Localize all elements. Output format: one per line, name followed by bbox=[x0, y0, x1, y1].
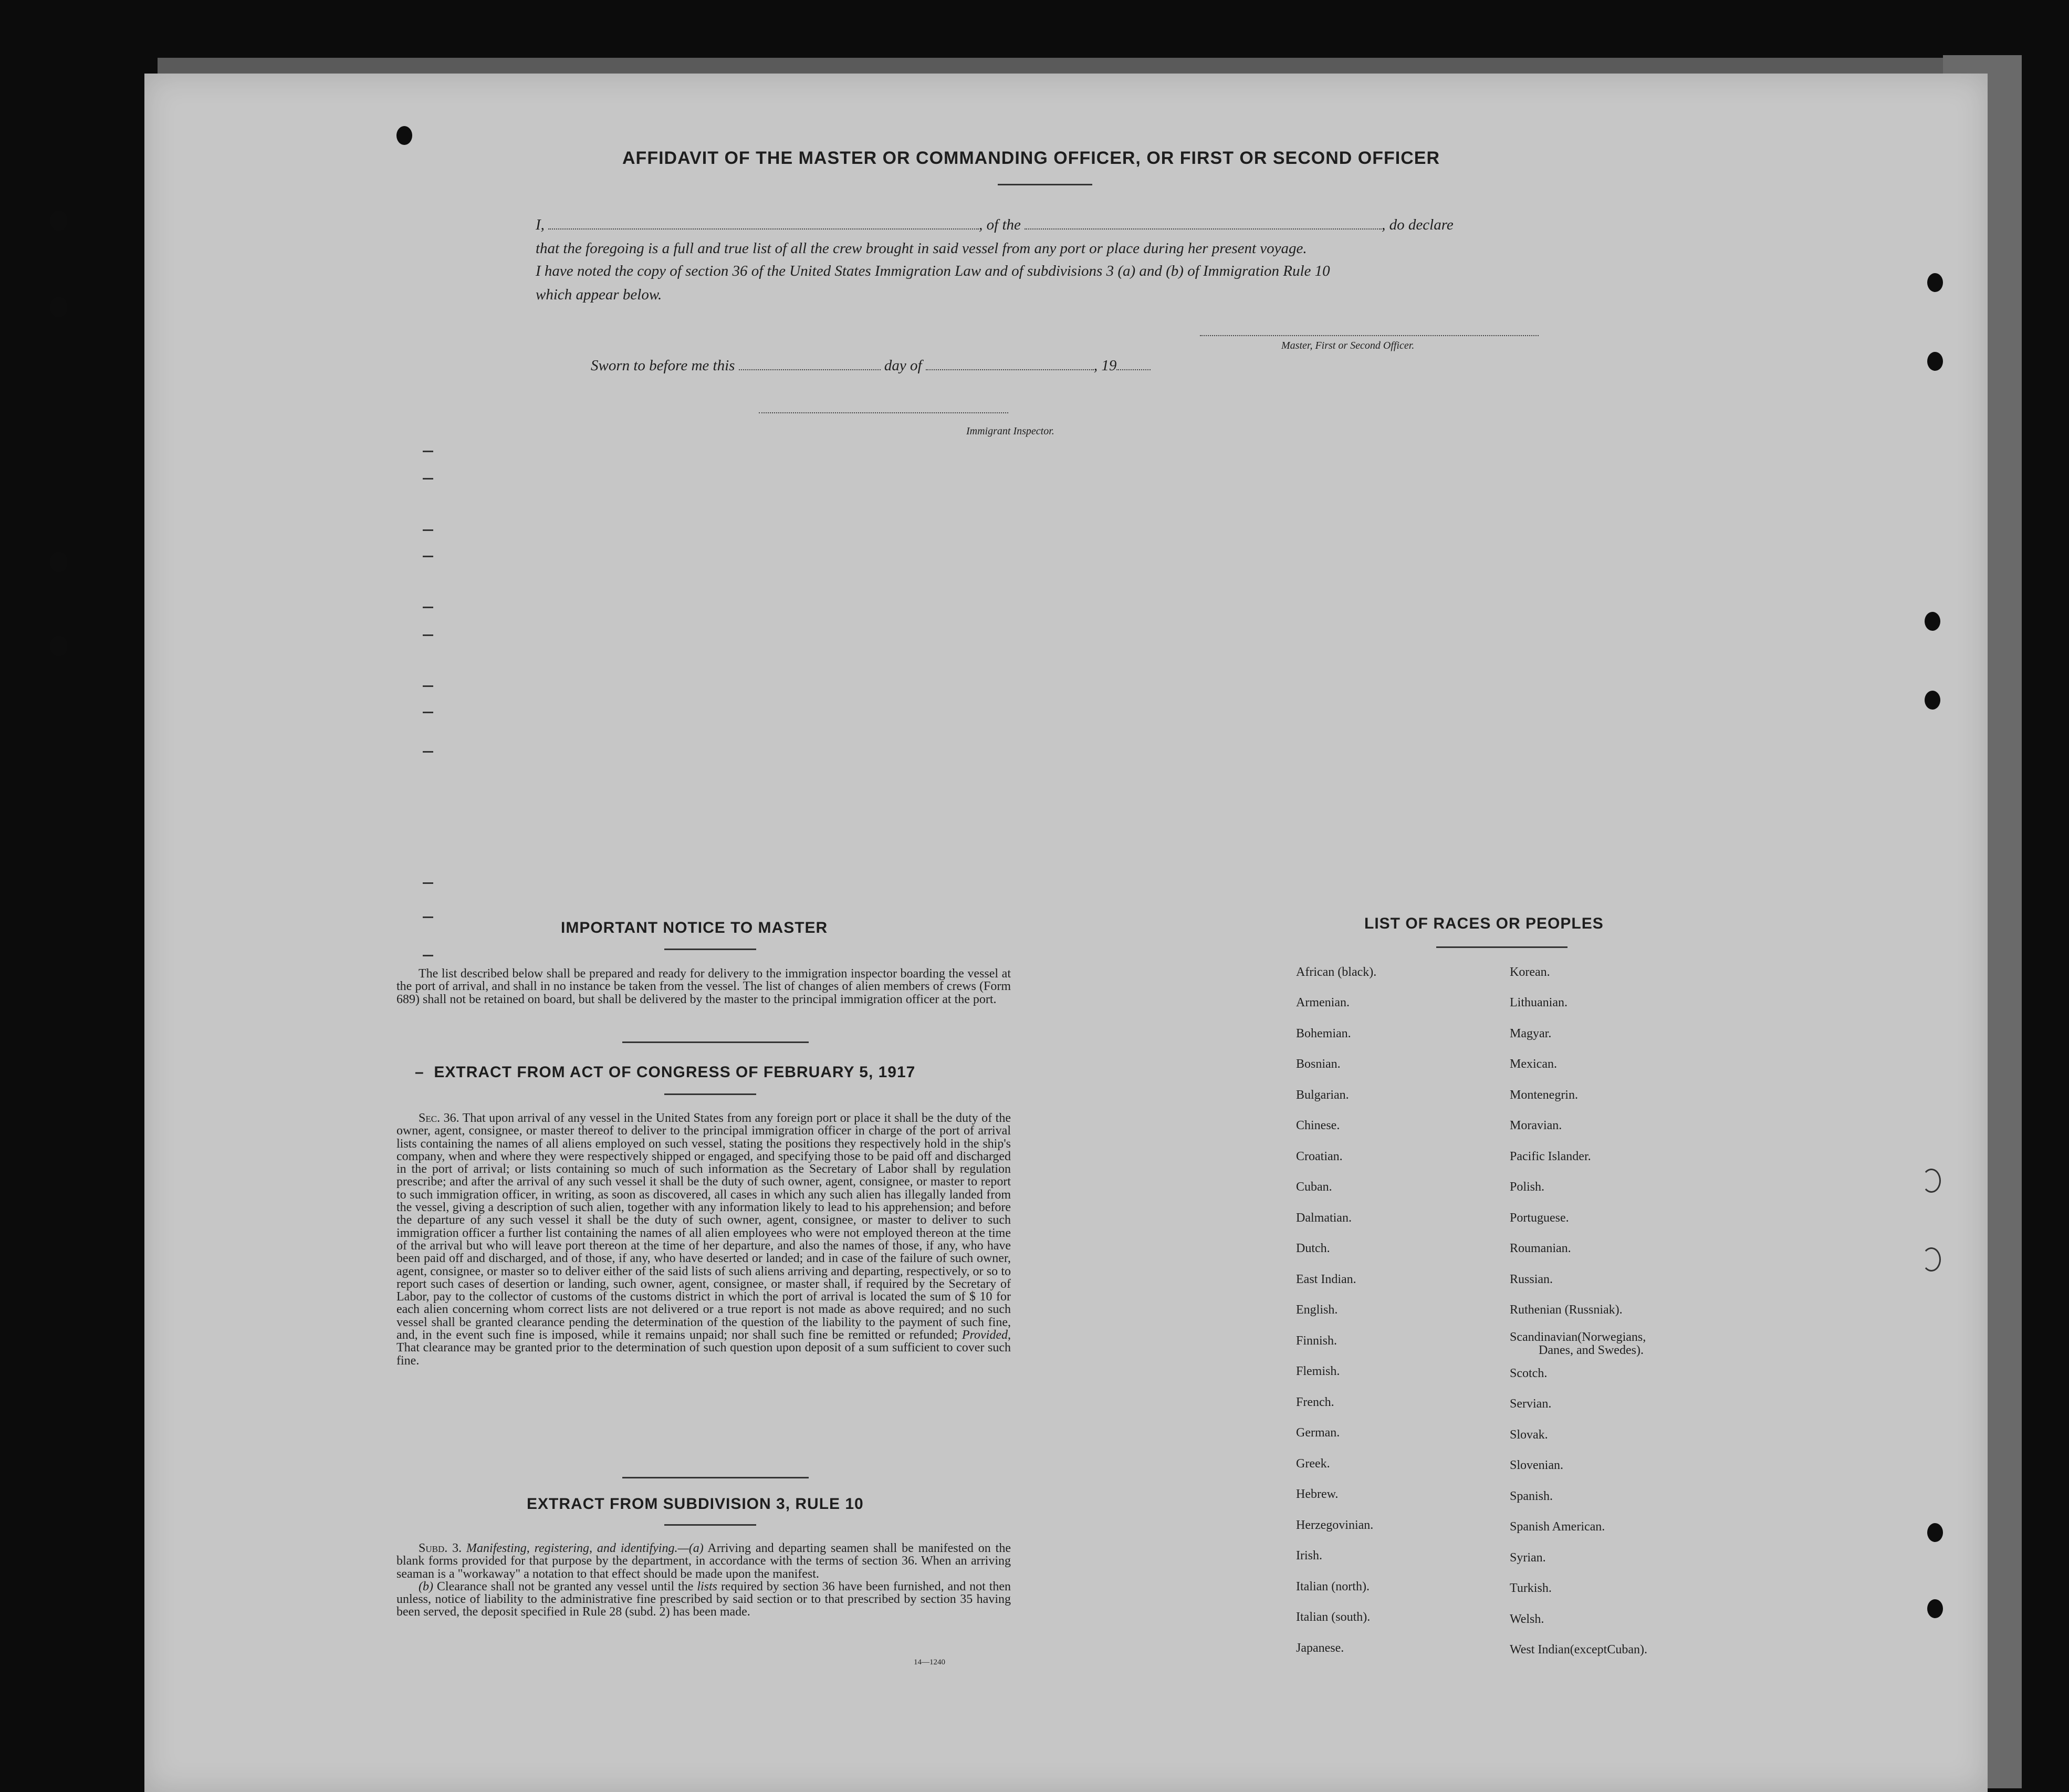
rule-subd-label: Subd. 3. bbox=[419, 1541, 462, 1555]
punch-ring bbox=[1922, 1247, 1941, 1272]
race-item: East Indian. bbox=[1296, 1273, 1356, 1286]
margin-dash bbox=[423, 451, 433, 452]
rule-subd-title: Manifesting, registering, and identifying. bbox=[466, 1541, 678, 1555]
notice-title: IMPORTANT NOTICE TO MASTER bbox=[561, 919, 828, 936]
race-item: Italian (south). bbox=[1296, 1610, 1371, 1624]
race-item: Greek. bbox=[1296, 1457, 1330, 1471]
race-item: Dalmatian. bbox=[1296, 1211, 1352, 1225]
master-caption: Master, First or Second Officer. bbox=[1281, 340, 1415, 351]
affidavit-line-1 bbox=[536, 216, 1539, 234]
rule-b-label: (b) bbox=[419, 1579, 433, 1593]
race-item: Japanese. bbox=[1296, 1641, 1344, 1655]
race-item: West Indian(exceptCuban). bbox=[1510, 1643, 1647, 1656]
race-item: Polish. bbox=[1510, 1180, 1545, 1194]
margin-dash bbox=[423, 751, 433, 753]
punch-hole bbox=[1927, 1599, 1943, 1618]
race-item: Bohemian. bbox=[1296, 1027, 1351, 1040]
race-item: Spanish American. bbox=[1510, 1520, 1605, 1534]
document-page bbox=[144, 74, 1988, 1792]
race-item: Syrian. bbox=[1510, 1551, 1546, 1565]
act-rule bbox=[664, 1093, 756, 1095]
race-item: Chinese. bbox=[1296, 1119, 1340, 1132]
year-text: , 19 bbox=[1093, 357, 1117, 374]
rule-text bbox=[396, 1542, 1011, 1619]
rule-a-label: —(a) bbox=[677, 1541, 704, 1555]
margin-dash bbox=[423, 882, 433, 884]
rule-b-text-2: required by section 36 have been furnished, and not then unless, notice of liability to the administrative fine prescribed by said section or to that prescribed by section 35 having been served, the deposit specified in Rule 28 (subd. 2) has been made. bbox=[396, 1579, 1011, 1619]
form-number: 14—1240 bbox=[914, 1658, 945, 1666]
race-item: Danes, and Swedes). bbox=[1539, 1343, 1644, 1357]
margin-dash bbox=[423, 712, 433, 713]
margin-dash bbox=[423, 607, 433, 608]
race-item: African (black). bbox=[1296, 965, 1377, 979]
sworn-line bbox=[591, 357, 1151, 374]
margin-dash bbox=[423, 916, 433, 918]
master-signature-line bbox=[1200, 335, 1539, 336]
race-item: Scandinavian(Norwegians, bbox=[1510, 1330, 1646, 1344]
margin-dash bbox=[423, 685, 433, 687]
punch-hole bbox=[1927, 352, 1943, 371]
margin-dash bbox=[423, 529, 433, 531]
race-item: Spanish. bbox=[1510, 1489, 1553, 1503]
act-title-text: EXTRACT FROM ACT OF CONGRESS OF FEBRUARY 5, 1917 bbox=[434, 1064, 916, 1081]
punch-hole bbox=[1925, 612, 1940, 631]
sworn-text: Sworn to before me this bbox=[591, 357, 735, 374]
race-item: French. bbox=[1296, 1395, 1334, 1409]
day-of-text: day of bbox=[884, 357, 922, 374]
act-paragraph bbox=[396, 1112, 1011, 1367]
rule-subd-a bbox=[396, 1542, 1011, 1580]
act-section-end: That clearance may be granted prior to the determination of such question upon deposit of a sum sufficient to cover such fine. bbox=[396, 1341, 1011, 1368]
race-item: Cuban. bbox=[1296, 1180, 1332, 1194]
race-item: Turkish. bbox=[1510, 1581, 1552, 1595]
sworn-month-blank bbox=[926, 369, 1094, 370]
binder-hole bbox=[50, 551, 68, 572]
punch-hole bbox=[1927, 1523, 1943, 1542]
race-item: Mexican. bbox=[1510, 1057, 1557, 1071]
inspector-caption: Immigrant Inspector. bbox=[966, 425, 1054, 437]
section-rule bbox=[622, 1477, 809, 1478]
rule-title: EXTRACT FROM SUBDIVISION 3, RULE 10 bbox=[527, 1495, 864, 1513]
act-provided: Provided, bbox=[962, 1328, 1011, 1342]
inspector-signature-line bbox=[759, 412, 1008, 413]
rule-rule bbox=[664, 1524, 756, 1526]
race-item: Pacific Islander. bbox=[1510, 1150, 1591, 1163]
race-item: Dutch. bbox=[1296, 1242, 1330, 1255]
race-item: Magyar. bbox=[1510, 1027, 1552, 1040]
race-item: Welsh. bbox=[1510, 1612, 1544, 1626]
race-item: Bulgarian. bbox=[1296, 1088, 1349, 1102]
rule-subd-b bbox=[396, 1580, 1011, 1619]
affidavit-declare: , do declare bbox=[1382, 216, 1454, 233]
rule-b-lists: lists bbox=[697, 1579, 718, 1593]
race-item: Bosnian. bbox=[1296, 1057, 1341, 1071]
binder-hole bbox=[50, 210, 68, 231]
name-blank bbox=[548, 228, 979, 230]
margin-dash bbox=[423, 556, 433, 557]
race-item: Finnish. bbox=[1296, 1334, 1337, 1348]
affidavit-i: I, bbox=[536, 216, 545, 233]
sworn-day-blank bbox=[739, 369, 881, 370]
punch-hole bbox=[1927, 273, 1943, 292]
punch-hole bbox=[1925, 691, 1940, 710]
races-rule bbox=[1436, 946, 1568, 948]
binder-hole bbox=[50, 635, 68, 657]
race-item: Ruthenian (Russniak). bbox=[1510, 1303, 1623, 1317]
race-item: German. bbox=[1296, 1426, 1340, 1440]
affidavit-rule bbox=[998, 184, 1092, 185]
race-item: Irish. bbox=[1296, 1549, 1322, 1562]
race-item: Slovenian. bbox=[1510, 1458, 1563, 1472]
race-item: Croatian. bbox=[1296, 1150, 1343, 1163]
binder-hole bbox=[50, 297, 68, 318]
notice-rule bbox=[664, 949, 756, 950]
races-title: LIST OF RACES OR PEOPLES bbox=[1364, 915, 1604, 932]
punch-ring bbox=[1922, 1169, 1941, 1193]
year-blank bbox=[1116, 369, 1151, 370]
affidavit-line-2: that the foregoing is a full and true list of all the crew brought in said vessel from any port or place during her present voyage. bbox=[536, 240, 1307, 257]
punch-hole bbox=[396, 126, 412, 145]
race-item: Slovak. bbox=[1510, 1428, 1548, 1442]
margin-dash bbox=[423, 478, 433, 480]
notice-paragraph: The list described below shall be prepared and ready for delivery to the immigration inspector boarding the vessel at the port of arrival, and shall in no instance be taken from the vessel. The list of changes of alien members of crews (Form 689) shall not be retained on board, but shall be delivered by the master to the principal immigration officer at the port. bbox=[396, 967, 1011, 1006]
race-item: Armenian. bbox=[1296, 996, 1350, 1009]
affidavit-title: AFFIDAVIT OF THE MASTER OR COMMANDING OFFICER, OR FIRST OR SECOND OFFICER bbox=[622, 148, 1440, 168]
affidavit-line-4: which appear below. bbox=[536, 286, 662, 303]
act-text bbox=[396, 1112, 1011, 1367]
race-item: Herzegovinian. bbox=[1296, 1518, 1374, 1532]
race-item: Lithuanian. bbox=[1510, 996, 1568, 1009]
vessel-blank bbox=[1025, 228, 1382, 230]
margin-dash bbox=[423, 955, 433, 956]
race-item: Flemish. bbox=[1296, 1364, 1340, 1378]
act-title-dash: – bbox=[415, 1064, 434, 1081]
race-item: Russian. bbox=[1510, 1273, 1553, 1286]
rule-a-text: Arriving and departing seamen shall be manifested on the blank forms provided for that purpose by the department, in accordance with the terms of section 36. When an arriving seaman is a "workaway" a notation to that effect should be made upon the manifest. bbox=[396, 1541, 1011, 1581]
section-rule bbox=[622, 1041, 809, 1043]
race-item: Italian (north). bbox=[1296, 1580, 1370, 1593]
margin-dash bbox=[423, 634, 433, 636]
race-item: Portuguese. bbox=[1510, 1211, 1569, 1225]
act-section-body: That upon arrival of any vessel in the United States from any foreign port or place it shall be the duty of the owner, agent, consignee, or master thereof to deliver to the principal immigration officer in charge of the port of arrival lists containing the names of all aliens employed on such vessel, stating the positions they respectively hold in the ship's company, when and where they were respectively shipped or engaged, and specifying those to be paid off and discharged in the port of arrival; or lists containing so much of such information as the Secretary of Labor shall by regulation prescribe; and after the arrival of any such vessel it shall be the duty of such owner, agent, consignee, or master to report to such immigration officer, in writing, as soon as discovered, all cases in which any such alien has illegally landed from the vessel, giving a description of such alien, together with any information likely to lead to his apprehension; and before the departure of any such vessel it shall be the duty of such owner, agent, consignee, or master to deliver to such immigration officer a further list containing the names of all alien employees who were not employed thereon at the time of the arrival but who will leave port thereon at the time of her departure, and also the names of those, if any, who have been paid off and discharged, and of those, if any, who have deserted or landed; and in case of the failure of such owner, agent, consignee, or master so to deliver either of the said lists of such aliens arriving and departing, respectively, or so to report such cases of desertion or landing, such owner, agent, consignee, or master shall, if required by the Secretary of Labor, pay to the collector of customs of the customs district in which the port of arrival is located the sum of $ 10 for each alien concerning whom correct lists are not delivered or a true report is not made as above required; and no such vessel shall be granted clearance pending the determination of the question of the liability to the payment of such fine, and, in the event such fine is imposed, while it remains unpaid; nor shall such fine be remitted or refunded; bbox=[396, 1111, 1011, 1342]
act-title bbox=[415, 1064, 915, 1081]
race-item: Hebrew. bbox=[1296, 1487, 1339, 1501]
act-section-label: Sec. 36. bbox=[419, 1111, 459, 1125]
race-item: Moravian. bbox=[1510, 1119, 1562, 1132]
rule-b-text-1: Clearance shall not be granted any vessel until the bbox=[436, 1579, 694, 1593]
notice-text bbox=[396, 967, 1011, 1006]
race-item: English. bbox=[1296, 1303, 1338, 1317]
affidavit-line-3: I have noted the copy of section 36 of the United States Immigration Law and of subdivisions 3 (a) and (b) of Immigration Rule 10 bbox=[536, 263, 1330, 279]
race-item: Servian. bbox=[1510, 1397, 1552, 1411]
race-item: Korean. bbox=[1510, 965, 1550, 979]
race-item: Scotch. bbox=[1510, 1367, 1548, 1380]
race-item: Roumanian. bbox=[1510, 1242, 1571, 1255]
affidavit-of-the: , of the bbox=[979, 216, 1021, 233]
race-item: Montenegrin. bbox=[1510, 1088, 1578, 1102]
